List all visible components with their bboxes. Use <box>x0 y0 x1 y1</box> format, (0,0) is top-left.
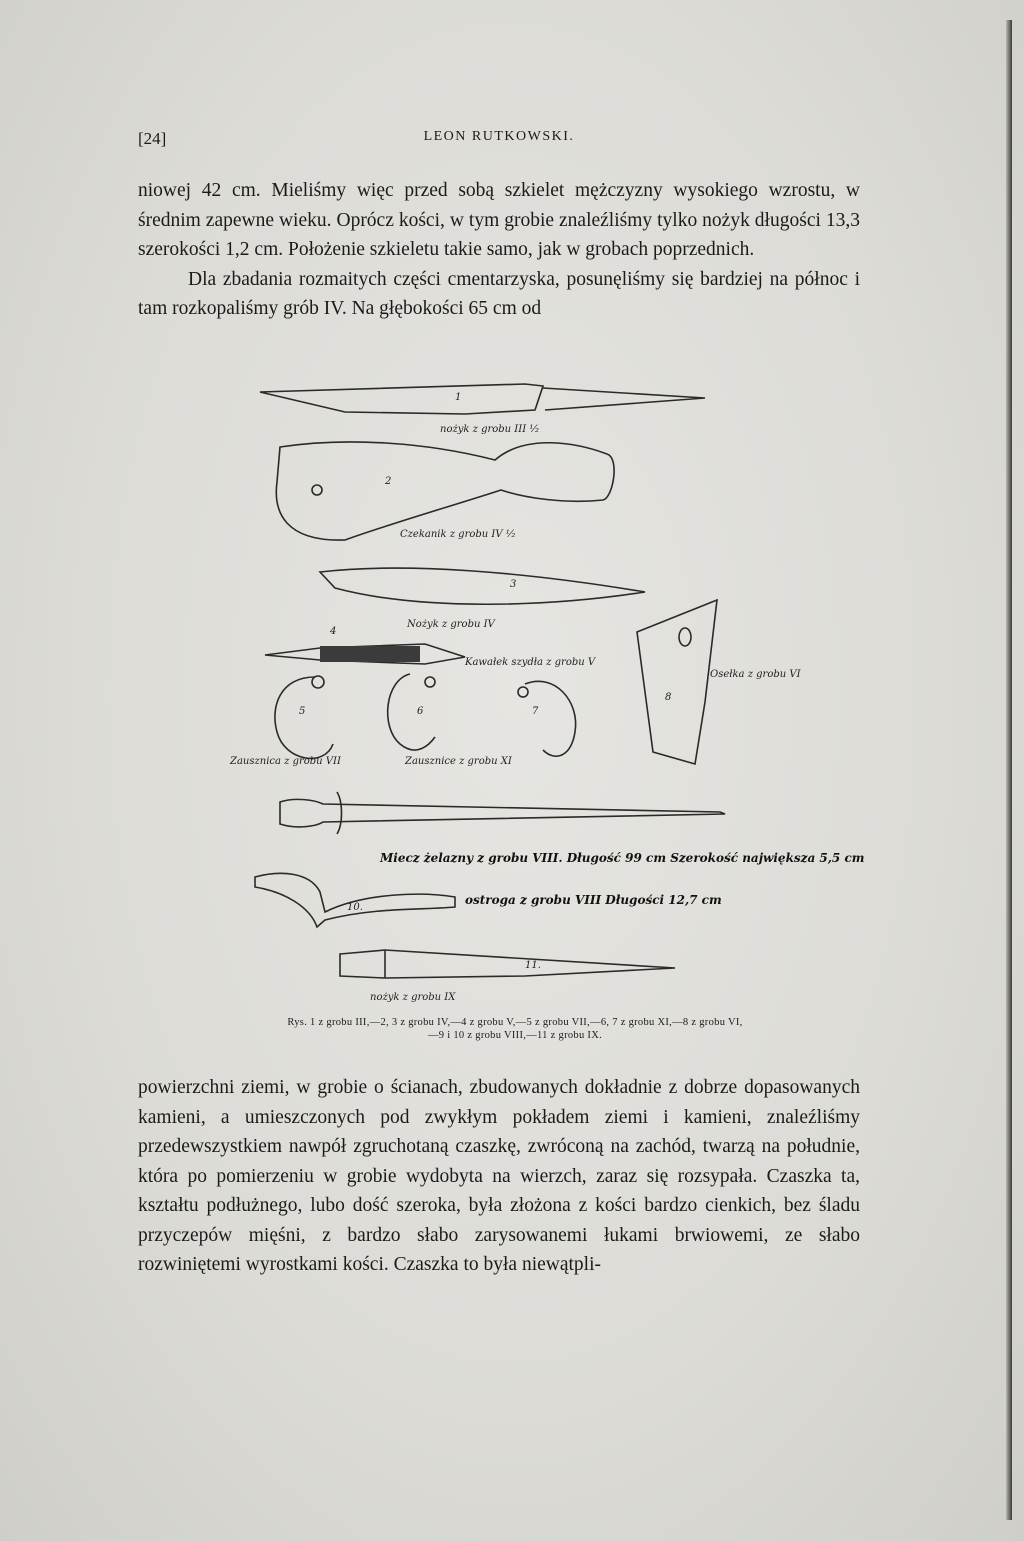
page-edge-shadow <box>1006 20 1012 1520</box>
label-item-3: Nożyk z grobu IV <box>407 619 495 630</box>
awl-4-hatched <box>320 646 420 662</box>
caption-line-1: Rys. 1 z grobu III,—2, 3 z grobu IV,—4 z grobu V,—5 z grobu VII,—6, 7 z grobu XI,—8 z grobu VI, <box>287 1017 743 1028</box>
spur-drawing <box>255 873 455 927</box>
figure-number-1: 1 <box>455 392 462 403</box>
page-header <box>138 129 860 153</box>
figure-number-8: 8 <box>665 692 672 703</box>
knife-1-tang <box>543 388 705 410</box>
artifact-drawings <box>225 372 865 1022</box>
whetstone-8-drawing <box>637 600 717 764</box>
whetstone-8-hole <box>679 628 691 646</box>
label-sword: Miecz żelazny z grobu VIII. Długość 99 cm Szerokość największa 5,5 cm <box>380 851 865 865</box>
bottom-text-block <box>138 1073 860 1280</box>
ring-6-knob <box>425 677 435 687</box>
figure-number-11: 11. <box>525 960 541 971</box>
axe-2-drawing <box>276 442 614 540</box>
ring-5-knob <box>312 676 324 688</box>
label-spur: ostroga z grobu VIII Długości 12,7 cm <box>465 893 722 907</box>
figure-number-3: 3 <box>510 579 517 590</box>
label-item-8: Osełka z grobu VI <box>710 669 801 680</box>
figure-drawings <box>225 372 865 1022</box>
knife-3-drawing <box>320 568 645 604</box>
paragraph-2: Dla zbadania rozmaitych części cmentarzyska, posunęliśmy się bardziej na północ i tam rozkopaliśmy grób IV. Na głębokości 65 cm od <box>138 268 860 319</box>
axe-2-hole <box>312 485 322 495</box>
label-item-2: Czekanik z grobu IV ⅟₂ <box>400 529 516 540</box>
caption-line-2: —9 i 10 z grobu VIII,—11 z grobu IX. <box>427 1030 603 1041</box>
paragraph-1: niowej 42 cm. Mieliśmy więc przed sobą szkielet mężczyzny wysokiego wzrostu, w średnim zapewne wieku. Oprócz kości, w tym grobie znaleźliśmy tylko nożyk długości 13,3 szerokości 1,2 cm. Położenie szkieletu takie samo, jak w grobach poprzednich. <box>138 180 860 260</box>
ring-6-drawing <box>388 674 435 750</box>
sword-guard <box>337 792 342 834</box>
label-item-4: Kawałek szydła z grobu V <box>465 657 596 668</box>
running-head: LEON RUTKOWSKI. <box>423 129 575 144</box>
figure-number-4: 4 <box>330 626 337 637</box>
knife-1-drawing <box>260 384 543 414</box>
ring-7-knob <box>518 687 528 697</box>
sword-drawing <box>280 799 725 827</box>
label-item-1: nożyk z grobu III ⅟₂ <box>440 424 540 435</box>
page-number: [24] <box>138 129 167 148</box>
figure-number-10: 10. <box>347 902 363 913</box>
paragraph-3: powierzchni ziemi, w grobie o ścianach, zbudowanych dokładnie z dobrze dopasowanych kamieni, a umieszczonych pod zwykłym pokładem ziemi i kamieni, znaleźliśmy przedewszystkiem nawpół zgruchotaną czaszkę, zwróconą na zachód, twarzą na południe, która po pomierzeniu w grobie wydobyta na wierzch, zaraz się rozsypała. Czaszka ta, kształtu podłużnego, lubo dość szeroka, była złożona z kości bardzo cienkich, bez śladu przyczepów mięśni, z bardzo słabo zarysowanemi łukami brwiowemi, ze słabo rozwiniętemi wyrostkami kości. Czaszka to była niewątpli- <box>138 1077 860 1275</box>
label-items-6-7: Zausznice z grobu XI <box>405 756 512 767</box>
figure-number-5: 5 <box>299 706 306 717</box>
figure-caption <box>175 1016 855 1042</box>
ring-5-drawing <box>275 677 333 758</box>
knife-11-drawing <box>340 950 675 978</box>
top-text-block <box>138 176 860 324</box>
figure-number-7: 7 <box>532 706 539 717</box>
label-item-5: Zausznica z grobu VII <box>230 756 341 767</box>
ring-7-drawing <box>525 681 576 756</box>
figure-number-2: 2 <box>385 476 392 487</box>
figure-number-6: 6 <box>417 706 424 717</box>
label-item-11: nożyk z grobu IX <box>370 992 456 1003</box>
